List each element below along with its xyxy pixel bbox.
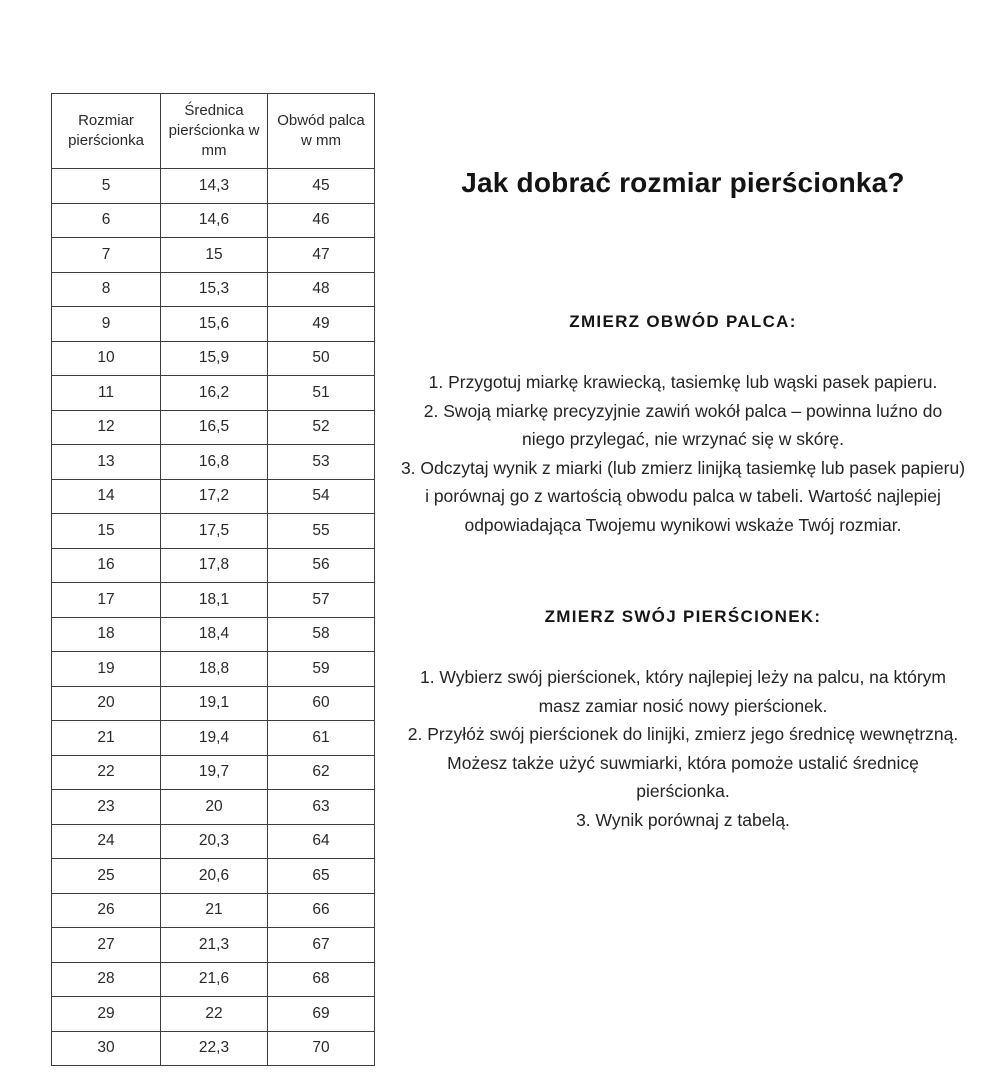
table-row <box>52 962 375 997</box>
table-cell: 46 <box>268 203 375 238</box>
table-cell: 21 <box>52 721 161 756</box>
table-cell: 10 <box>52 341 161 376</box>
table-row <box>52 479 375 514</box>
table-cell: 24 <box>52 824 161 859</box>
instruction-list <box>400 663 966 834</box>
table-cell: 14,3 <box>161 169 268 204</box>
table-cell: 21,6 <box>161 962 268 997</box>
table-cell: 56 <box>268 548 375 583</box>
table-cell: 9 <box>52 307 161 342</box>
table-cell: 5 <box>52 169 161 204</box>
table-row <box>52 169 375 204</box>
table-cell: 65 <box>268 859 375 894</box>
section-heading: ZMIERZ SWÓJ PIERŚCIONEK: <box>544 607 822 626</box>
table-cell: 27 <box>52 928 161 963</box>
table-cell: 6 <box>52 203 161 238</box>
table-cell: 70 <box>268 1031 375 1066</box>
sections <box>400 312 966 834</box>
table-header-row <box>52 94 375 169</box>
table-cell: 17,8 <box>161 548 268 583</box>
table-row <box>52 1031 375 1066</box>
instruction-item: 1. Przygotuj miarkę krawiecką, tasiemkę lub wąski pasek papieru. <box>428 372 938 392</box>
size-table-head <box>52 94 375 169</box>
page-title: Jak dobrać rozmiar pierścionka? <box>461 167 905 198</box>
table-row <box>52 617 375 652</box>
instruction-item: 3. Wynik porównaj z tabelą. <box>576 809 790 830</box>
table-cell: 20 <box>52 686 161 721</box>
ring-size-table <box>51 93 375 1066</box>
table-cell: 20 <box>161 790 268 825</box>
table-cell: 49 <box>268 307 375 342</box>
table-cell: 51 <box>268 376 375 411</box>
table-cell: 69 <box>268 997 375 1032</box>
table-cell: 15,3 <box>161 272 268 307</box>
size-table-body <box>52 169 375 1066</box>
table-cell: 22 <box>52 755 161 790</box>
table-cell: 68 <box>268 962 375 997</box>
instruction-section <box>400 607 966 834</box>
table-cell: 7 <box>52 238 161 273</box>
table-row <box>52 928 375 963</box>
table-header-cell-circumference: Obwód palca w mm <box>268 94 375 169</box>
table-cell: 64 <box>268 824 375 859</box>
table-cell: 57 <box>268 583 375 618</box>
table-cell: 59 <box>268 652 375 687</box>
table-row <box>52 548 375 583</box>
table-cell: 11 <box>52 376 161 411</box>
table-cell: 15 <box>52 514 161 549</box>
table-cell: 18,8 <box>161 652 268 687</box>
instruction-item: 2. Swoją miarkę precyzyjnie zawiń wokół palca – powinna luźno do niego przylegać, nie wrzynać się w skórę. <box>423 400 943 449</box>
table-cell: 58 <box>268 617 375 652</box>
table-header-cell-size: Rozmiar pierścionka <box>52 94 161 169</box>
ring-size-table-container <box>51 93 374 1066</box>
table-cell: 21,3 <box>161 928 268 963</box>
table-cell: 19,4 <box>161 721 268 756</box>
section-heading: ZMIERZ OBWÓD PALCA: <box>569 312 797 331</box>
instruction-section <box>400 312 966 539</box>
table-row <box>52 893 375 928</box>
table-row <box>52 997 375 1032</box>
table-cell: 22,3 <box>161 1031 268 1066</box>
table-cell: 28 <box>52 962 161 997</box>
table-cell: 18,4 <box>161 617 268 652</box>
table-header-cell-diameter: Średnica pierścionka w mm <box>161 94 268 169</box>
table-row <box>52 307 375 342</box>
instruction-item: 1. Wybierz swój pierścionek, który najlepiej leży na palcu, na którym masz zamiar nosić nowy pierścionek. <box>419 667 947 716</box>
table-row <box>52 790 375 825</box>
table-cell: 55 <box>268 514 375 549</box>
table-cell: 29 <box>52 997 161 1032</box>
table-cell: 19,7 <box>161 755 268 790</box>
table-cell: 54 <box>268 479 375 514</box>
table-cell: 13 <box>52 445 161 480</box>
table-row <box>52 652 375 687</box>
table-cell: 50 <box>268 341 375 376</box>
table-cell: 15 <box>161 238 268 273</box>
table-row <box>52 203 375 238</box>
table-row <box>52 583 375 618</box>
table-cell: 66 <box>268 893 375 928</box>
table-cell: 62 <box>268 755 375 790</box>
table-row <box>52 514 375 549</box>
table-cell: 63 <box>268 790 375 825</box>
table-cell: 16 <box>52 548 161 583</box>
instruction-item: 2. Przyłóż swój pierścionek do linijki, zmierz jego średnicę wewnętrzną. Możesz także użyć suwmiarki, która pomoże ustalić średnicę pierścionka. <box>407 724 959 801</box>
table-row <box>52 410 375 445</box>
table-cell: 14,6 <box>161 203 268 238</box>
table-row <box>52 445 375 480</box>
table-cell: 20,3 <box>161 824 268 859</box>
table-cell: 19,1 <box>161 686 268 721</box>
table-cell: 47 <box>268 238 375 273</box>
table-cell: 17,5 <box>161 514 268 549</box>
table-row <box>52 238 375 273</box>
table-cell: 20,6 <box>161 859 268 894</box>
table-cell: 60 <box>268 686 375 721</box>
table-cell: 15,9 <box>161 341 268 376</box>
table-cell: 16,5 <box>161 410 268 445</box>
table-row <box>52 721 375 756</box>
table-cell: 19 <box>52 652 161 687</box>
table-row <box>52 755 375 790</box>
instructions-column <box>400 0 966 834</box>
table-row <box>52 376 375 411</box>
table-row <box>52 341 375 376</box>
table-cell: 45 <box>268 169 375 204</box>
table-cell: 26 <box>52 893 161 928</box>
table-cell: 15,6 <box>161 307 268 342</box>
table-cell: 30 <box>52 1031 161 1066</box>
table-cell: 16,2 <box>161 376 268 411</box>
table-cell: 18 <box>52 617 161 652</box>
table-cell: 14 <box>52 479 161 514</box>
instruction-item: 3. Odczytaj wynik z miarki (lub zmierz linijką tasiemkę lub pasek papieru) i porównaj go z wartością obwodu palca w tabeli. Wartość najlepiej odpowiadająca Twojemu wynikowi wskaże Twój rozmiar. <box>400 457 966 535</box>
table-cell: 53 <box>268 445 375 480</box>
table-cell: 18,1 <box>161 583 268 618</box>
table-row <box>52 272 375 307</box>
table-cell: 22 <box>161 997 268 1032</box>
table-cell: 17 <box>52 583 161 618</box>
table-cell: 17,2 <box>161 479 268 514</box>
table-cell: 25 <box>52 859 161 894</box>
table-cell: 8 <box>52 272 161 307</box>
table-row <box>52 686 375 721</box>
table-cell: 21 <box>161 893 268 928</box>
table-cell: 48 <box>268 272 375 307</box>
table-cell: 16,8 <box>161 445 268 480</box>
table-row <box>52 859 375 894</box>
table-row <box>52 824 375 859</box>
table-cell: 67 <box>268 928 375 963</box>
table-cell: 61 <box>268 721 375 756</box>
table-cell: 23 <box>52 790 161 825</box>
table-cell: 12 <box>52 410 161 445</box>
instruction-list <box>400 368 966 539</box>
table-cell: 52 <box>268 410 375 445</box>
